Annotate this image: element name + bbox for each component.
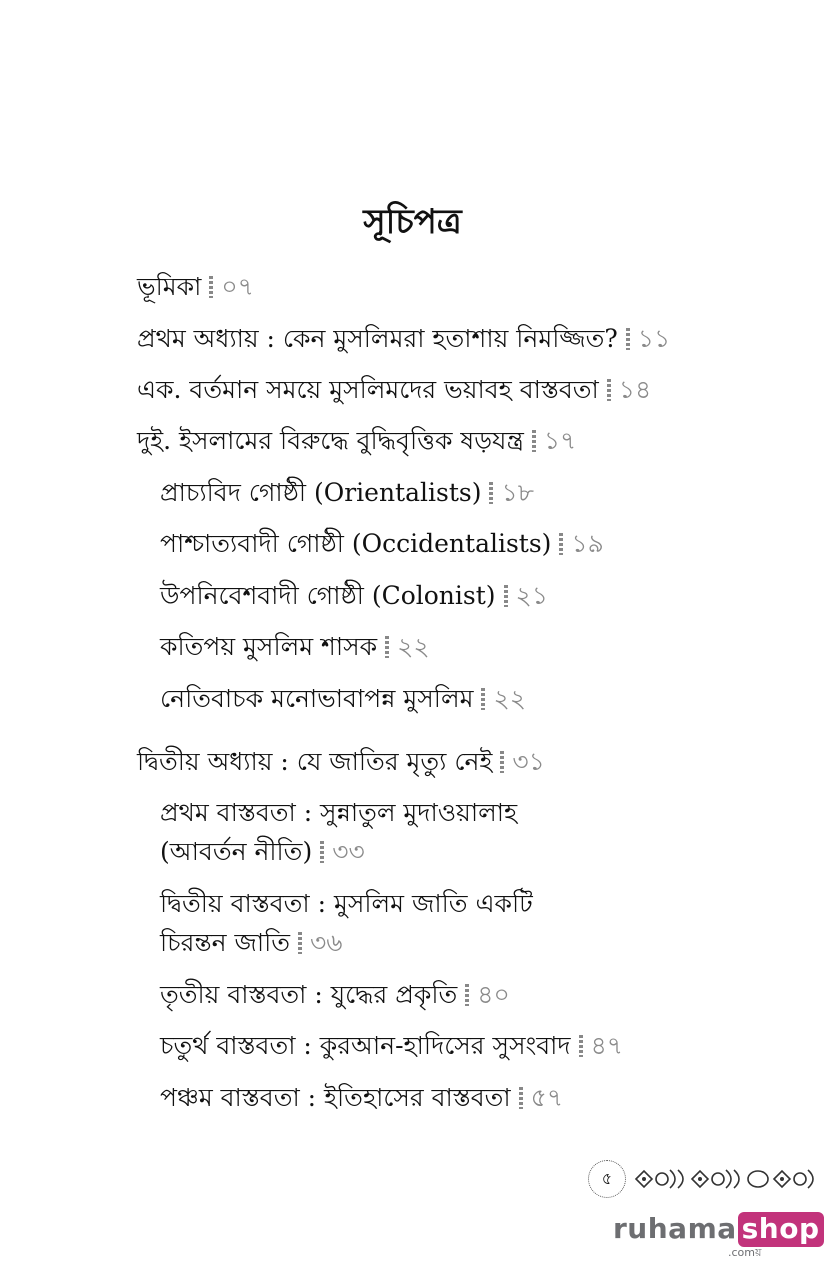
toc-page-number: ৪৭ — [590, 1031, 624, 1060]
page-title: সূচিপত্র — [363, 202, 462, 242]
toc-page-number: ১৪ — [618, 375, 652, 404]
toc-entry-text: (আবর্তন নীতি) — [160, 837, 313, 866]
toc-entry[interactable] — [160, 527, 604, 561]
dotted-separator-icon — [500, 751, 504, 773]
toc-entry[interactable] — [160, 682, 526, 716]
toc-entry-text: ভূমিকা — [137, 272, 202, 301]
toc-entry-text: প্রাচ্যবিদ গোষ্ঠী (Orientalists) — [160, 478, 482, 507]
toc-entry-text: প্রথম অধ্যায় : কেন মুসলিমরা হতাশায় নিমজ্জিত? — [137, 324, 618, 353]
toc-entry[interactable] — [137, 745, 545, 779]
toc-entry-text: কতিপয় মুসলিম শাসক — [160, 632, 378, 661]
toc-page-number: ৩১ — [512, 747, 545, 776]
toc-entry[interactable] — [160, 630, 430, 664]
toc-entry[interactable] — [160, 579, 548, 613]
dotted-separator-icon — [504, 585, 508, 607]
toc-page-number: ২২ — [397, 632, 430, 661]
dotted-separator-icon — [489, 482, 493, 504]
toc-page-number: ১৯ — [571, 529, 604, 558]
toc-entry-text: পঞ্চম বাস্তবতা : ইতিহাসের বাস্তবতা — [160, 1083, 511, 1112]
toc-entry[interactable] — [160, 796, 517, 830]
toc-entry[interactable] — [137, 373, 651, 407]
toc-entry[interactable] — [160, 476, 534, 510]
toc-entry-text: পাশ্চাত্যবাদী গোষ্ঠী (Occidentalists) — [160, 529, 552, 558]
toc-page-number: ২১ — [515, 581, 549, 610]
toc-page-number: ৩৩ — [332, 837, 365, 866]
toc-entry-text: চিরন্তন জাতি — [160, 928, 291, 957]
ruhamashop-logo — [613, 1212, 824, 1247]
toc-entry-text: দ্বিতীয় অধ্যায় : যে জাতির মৃত্যু নেই — [137, 747, 493, 776]
dotted-separator-icon — [579, 1035, 583, 1057]
dotted-separator-icon — [320, 841, 324, 863]
toc-entry-text: দ্বিতীয় বাস্তবতা : মুসলিম জাতি একটি — [160, 889, 533, 918]
toc-entry[interactable] — [160, 978, 510, 1012]
toc-entry-text: চতুর্থ বাস্তবতা : কুরআন-হাদিসের সুসংবাদ — [160, 1031, 571, 1060]
toc-page-number: ১১ — [637, 324, 671, 353]
toc-entry-text: নেতিবাচক মনোভাবাপন্ন মুসলিম — [160, 684, 474, 713]
toc-page-number: ১৮ — [501, 478, 534, 507]
dotted-separator-icon — [607, 379, 611, 401]
dotted-separator-icon — [532, 430, 536, 452]
toc-entry-text: প্রথম বাস্তবতা : সুন্নাতুল মুদাওয়ালাহ — [160, 798, 518, 827]
toc-entry-text: দুই. ইসলামের বিরুদ্ধে বুদ্ধিবৃত্তিক ষড়যন্ত্র — [137, 426, 524, 455]
toc-entry-text: তৃতীয় বাস্তবতা : যুদ্ধের প্রকৃতি — [160, 980, 458, 1009]
dotted-separator-icon — [519, 1087, 523, 1109]
logo-domain-text: .comয় — [728, 1246, 762, 1259]
toc-page-number: ০৭ — [221, 272, 254, 301]
toc-entry-text: উপনিবেশবাদী গোষ্ঠী (Colonist) — [160, 581, 496, 610]
toc-entry[interactable] — [160, 887, 533, 921]
toc-page-number: ৫৭ — [530, 1083, 564, 1112]
dotted-separator-icon — [559, 533, 563, 555]
toc-page-number: ৪০ — [477, 980, 510, 1009]
toc-page-number: ৩৬ — [310, 928, 343, 957]
toc-entry[interactable] — [137, 322, 670, 356]
dotted-separator-icon — [481, 688, 485, 710]
toc-entry[interactable] — [160, 1081, 563, 1115]
dotted-separator-icon — [465, 984, 469, 1006]
toc-entry[interactable] — [137, 424, 576, 458]
toc-entry[interactable] — [137, 270, 254, 304]
dotted-separator-icon — [385, 636, 389, 658]
toc-entry[interactable] — [160, 926, 343, 960]
dotted-separator-icon — [626, 328, 630, 350]
logo-main-text: ruhama — [613, 1212, 737, 1245]
dotted-separator-icon — [209, 276, 213, 298]
toc-entry[interactable] — [160, 1029, 623, 1063]
toc-entry-text: এক. বর্তমান সময়ে মুসলিমদের ভয়াবহ বাস্তবতা — [137, 375, 599, 404]
ornament-border-icon — [634, 1162, 824, 1196]
toc-entry[interactable] — [160, 835, 365, 869]
dotted-separator-icon — [298, 932, 302, 954]
footer-page-number: ৫ — [588, 1160, 626, 1198]
toc-page-number: ২২ — [493, 684, 526, 713]
toc-page-number: ১৭ — [543, 426, 577, 455]
logo-shop-badge: shop — [738, 1212, 824, 1247]
